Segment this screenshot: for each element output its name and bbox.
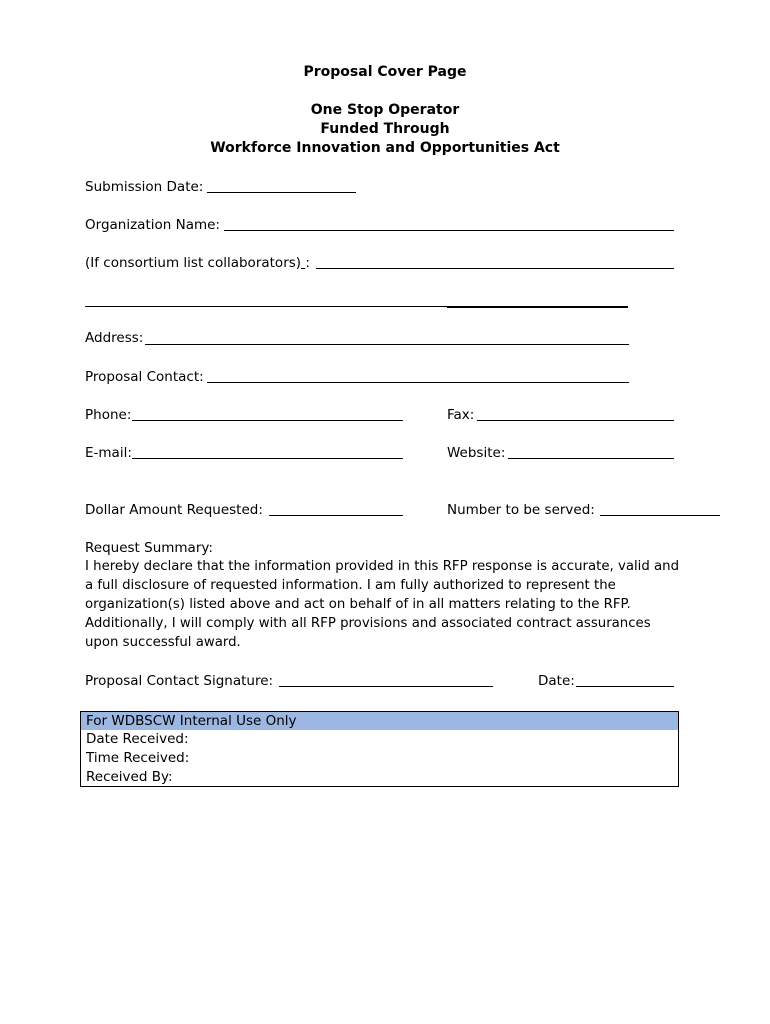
consortium-continuation-field[interactable] (85, 306, 447, 307)
fax-label: Fax: (447, 407, 475, 423)
submission-date-label: Submission Date: (85, 179, 204, 195)
page-title: Proposal Cover Page (303, 64, 467, 80)
organization-name-label: Organization Name: (85, 217, 220, 233)
dollar-amount-label: Dollar Amount Requested: (85, 502, 263, 518)
signature-field[interactable] (279, 686, 493, 687)
submission-date-field[interactable] (207, 192, 356, 193)
organization-name-field[interactable] (224, 230, 674, 231)
phone-label: Phone: (85, 407, 132, 423)
signature-date-label: Date: (538, 673, 575, 689)
proposal-contact-label: Proposal Contact: (85, 369, 204, 385)
website-field[interactable] (508, 458, 674, 459)
subtitle-act: Workforce Innovation and Opportunities Act (210, 140, 560, 156)
declaration-text: I hereby declare that the information provided in this RFP response is accurate, valid and a full disclosure of requested information. I am fully authorized to represent the organization(s) listed above and act on behalf of in all matters relating to the RFP. Additionally, I will comply with all RFP provisions and associated contract assurances upon successful award. (85, 559, 680, 650)
address-field[interactable] (145, 344, 629, 345)
consortium-label (85, 255, 310, 271)
number-served-field[interactable] (600, 515, 720, 516)
time-received-label: Time Received: (86, 750, 190, 766)
subtitle-one-stop: One Stop Operator (310, 102, 460, 118)
signature-date-field[interactable] (576, 686, 674, 687)
website-label: Website: (447, 445, 506, 461)
consortium-colon: : (305, 255, 310, 271)
phone-field[interactable] (132, 420, 403, 421)
internal-use-box (80, 711, 679, 787)
email-field[interactable] (132, 458, 403, 459)
received-by-label: Received By: (86, 769, 173, 785)
dollar-amount-field[interactable] (269, 515, 403, 516)
subtitle-funded: Funded Through (320, 121, 450, 137)
email-label: E-mail: (85, 445, 132, 461)
proposal-contact-field[interactable] (207, 382, 629, 383)
consortium-continuation-field-2[interactable] (447, 306, 628, 308)
consortium-field[interactable] (316, 268, 674, 269)
consortium-label-text: (If consortium list collaborators) (85, 255, 302, 271)
number-served-label: Number to be served: (447, 502, 595, 518)
signature-label: Proposal Contact Signature: (85, 673, 274, 689)
address-label: Address: (85, 330, 144, 346)
request-summary-label: Request Summary: (85, 540, 213, 556)
internal-use-header: For WDBSCW Internal Use Only (81, 712, 678, 730)
date-received-label: Date Received: (86, 731, 189, 747)
fax-field[interactable] (477, 420, 674, 421)
